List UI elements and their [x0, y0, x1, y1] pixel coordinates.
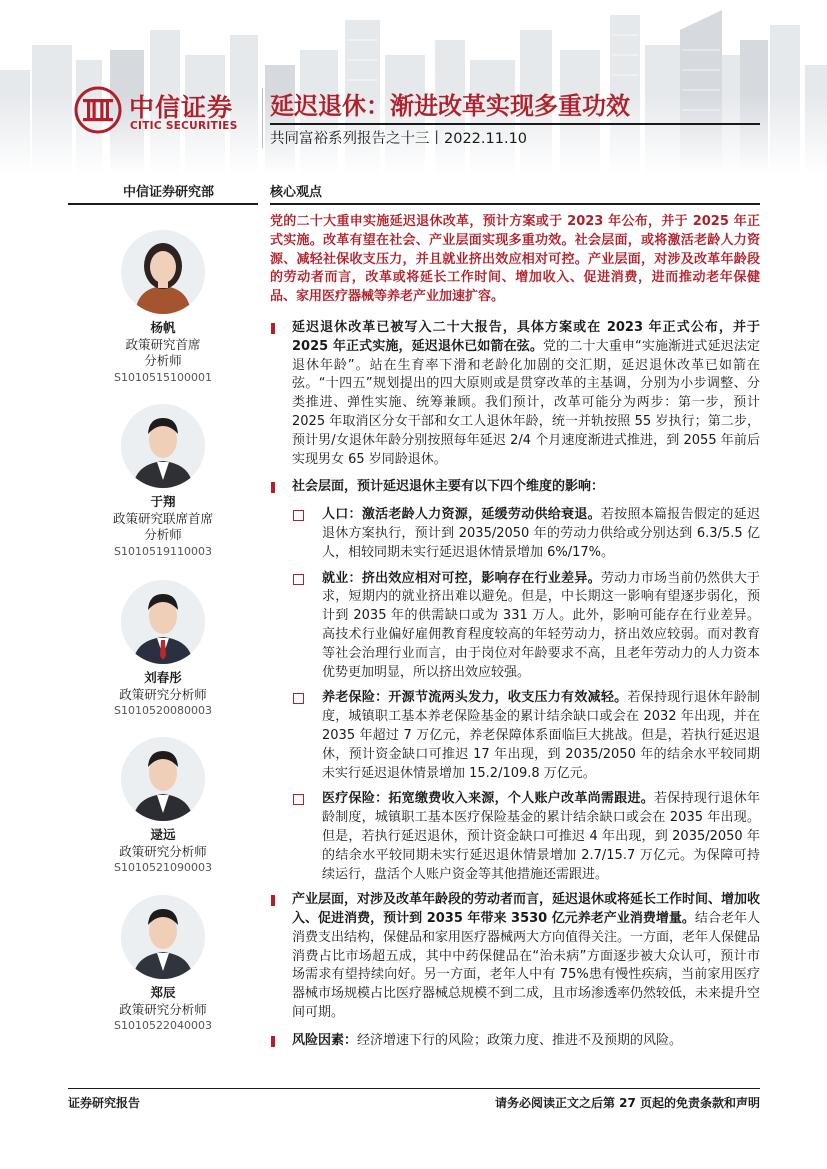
analyst-name: 于翔 — [150, 494, 176, 509]
avatar — [121, 230, 205, 314]
analyst-photo-icon — [121, 404, 205, 488]
sub-bullet-body: 若保持现行退休年龄制度，城镇职工基本医疗保险基金的累计结余缺口或会在 2035 年出现。但是，若执行延迟退休，预计资金缺口可推迟 4 年出现，到 2035/2050 年的结余水平较同期未实行延迟退休情景增加 2.7/15.7 万亿元。为保障可持续运行，盘活个人账户资金等其他措施还需跟进。 — [322, 791, 760, 882]
citic-securities-logo — [74, 86, 254, 136]
brand-name-cn: 中信证券 — [129, 93, 234, 122]
sidebar-header-rule — [68, 203, 258, 205]
bullet-heading: 风险因素： — [292, 1032, 358, 1048]
footer-disclaimer: 请务必阅读正文之后第 27 页起的免责条款和声明 — [494, 1096, 760, 1110]
analyst-card — [68, 404, 258, 560]
report-subtitle: 共同富裕系列报告之十三丨2022.11.10 — [270, 131, 528, 147]
sub-bullet-point — [270, 689, 760, 783]
sub-bullet-point — [270, 790, 760, 884]
main-header-rule — [270, 203, 760, 205]
bullet-point — [270, 891, 760, 1023]
bullet-point — [270, 319, 760, 469]
bullet-heading: 社会层面，预计延迟退休主要有以下四个维度的影响： — [292, 479, 605, 495]
analyst-license-id: S1010515100001 — [114, 370, 212, 384]
bullet-point — [270, 478, 760, 497]
analyst-license-id: S1010519110003 — [114, 544, 212, 558]
analyst-title: 政策研究分析师 — [119, 1001, 207, 1017]
summary-lead: 党的二十大重申实施延迟退休改革，预计方案或于 2023 年公布，并于 2025 年正式实施。改革有望在社会、产业层面实现多重功效。社会层面，或将激活老龄人力资源、减轻社保收支压力，并且就业挤出效应相对可控。产业层面，对涉及改革年龄段的劳动者而言，改革或将延长工作时间、增加收入、促进消费，进而推动老年保健品、家用医疗器械等养老产业加速扩容。 — [270, 214, 760, 305]
avatar — [121, 580, 205, 664]
analyst-title: 政策研究联席首席 — [112, 510, 213, 526]
bullet-body: 党的二十大重申“实施渐进式延迟法定退休年龄”。站在生育率下滑和老龄化加剧的交汇期，延迟退休改革已如箭在弦。“十四五”规划提出的四大原则或是贯穿改革的主基调，分别为小步调整、分类推进、弹性实施、统筹兼顾。我们预计，改革可能分为两步：第一步，预计 2025 年取消区分女干部和女工人退休年龄，统一并轨按照 55 岁执行；第二步，预计男/女退休年龄分别按照每年延迟 2/4 个月速度渐进式推进，到 2055 年前后实现男女 65 岁同龄退休。 — [292, 338, 760, 467]
analyst-card — [68, 580, 258, 720]
analyst-role: 分析师 — [144, 527, 182, 542]
brand-name-en: CITIC SECURITIES — [130, 120, 238, 132]
report-title: 延迟退休：渐进改革实现多重功效 — [270, 92, 630, 120]
sub-bullet-point — [270, 570, 760, 683]
bullet-heading: 产业层面，对涉及改革年龄段的劳动者而言，延迟退休或将延长工作时间、增加收入、促进消费，预计到 2035 年带来 3530 亿元养老产业消费增量。 — [292, 892, 761, 927]
analyst-title: 政策研究分析师 — [119, 686, 207, 702]
bullet-point — [270, 1032, 760, 1051]
citic-logo-icon — [74, 86, 122, 134]
logo-divider — [262, 88, 263, 148]
footer-rule — [68, 1088, 760, 1089]
bullet-body: 经济增速下行的风险；政策力度、推进不及预期的风险。 — [357, 1032, 683, 1048]
sub-bullet-body: 若按照本篇报告假定的延迟退休方案执行，预计到 2035/2050 年的劳动力供给或分别达到 6.3/5.5 亿人，相较同期未实行延迟退休情景增加 6%/17%。 — [322, 507, 760, 560]
analyst-card — [68, 737, 258, 877]
analyst-role: 分析师 — [144, 353, 182, 368]
footer-label: 证券研究报告 — [68, 1096, 141, 1110]
title-rule — [270, 123, 760, 125]
avatar — [121, 404, 205, 488]
sub-bullet-heading: 医疗保险：拓宽缴费收入来源，个人账户改革尚需跟进。 — [322, 791, 655, 807]
avatar — [121, 895, 205, 979]
core-view-content — [270, 213, 760, 1060]
sub-bullet-heading: 养老保险：开源节流两头发力，收支压力有效减轻。 — [322, 690, 628, 706]
avatar — [121, 737, 205, 821]
sub-bullet-heading: 就业：挤出效应相对可控，影响存在行业差异。 — [322, 570, 601, 586]
analyst-name: 杨帆 — [150, 320, 176, 335]
analyst-photo-icon — [121, 580, 205, 664]
analyst-name: 逯远 — [150, 827, 176, 842]
analyst-title: 政策研究分析师 — [119, 843, 207, 859]
bullet-heading: 延迟退休改革已被写入二十大报告，具体方案或在 2023 年正式公布，并于 2025 年正式实施，延迟退休已如箭在弦。 — [292, 319, 760, 354]
analyst-photo-icon — [121, 230, 205, 314]
analyst-card — [68, 230, 258, 386]
sub-bullet-body: 若保持现行退休年龄制度，城镇职工基本养老保险基金的累计结余缺口或会在 2032 年出现，并在 2035 年超过 7 万亿元，养老保障体系面临巨大挑战。但是，若执行延迟退休，预计资金缺口可推迟 17 年出现，到 2035/2050 年的结余水平较同期未实行延迟退休情景增加 15.2/109.8 万亿元。 — [322, 690, 760, 781]
sub-bullet-heading: 人口：激活老龄人力资源，延缓劳动供给衰退。 — [322, 507, 601, 523]
analyst-name: 郑辰 — [150, 985, 176, 1000]
sub-bullet-body: 劳动力市场当前仍然供大于求，短期内的就业挤出难以避免。但是，中长期这一影响有望逐步弱化，预计到 2035 年的供需缺口或为 331 万人。此外，影响可能存在行业差异。高技术行业偏好雇佣教育程度较高的年轻劳动力，挤出效应较弱。而对教育等社会治理行业而言，由于岗位对年龄要求不高，且老年劳动力的人力资本优势更加明显，所以挤出效应较强。 — [322, 570, 760, 680]
analyst-license-id: S1010522040003 — [114, 1019, 212, 1032]
analyst-title: 政策研究首席 — [125, 336, 201, 352]
analyst-photo-icon — [121, 895, 205, 979]
bullet-body: 结合老年人消费支出结构，保健品和家用医疗器械两大方向值得关注。一方面，老年人保健品消费占比市场超五成，其中中药保健品在“治未病”方面逐步被大众认可，预计市场需求有望持续向好。另一方面，老年人中有 75%患有慢性疾病，当前家用医疗器械市场规模占比医疗器械总规模不到二成，且市场渗透率仍然较低，未来提升空间可期。 — [292, 911, 761, 1021]
core-view-heading: 核心观点 — [270, 185, 323, 200]
analyst-photo-icon — [121, 737, 205, 821]
analyst-card — [68, 895, 258, 1035]
analyst-license-id: S1010520080003 — [114, 704, 212, 717]
sub-bullet-point — [270, 506, 760, 562]
analyst-name: 刘春彤 — [144, 670, 182, 685]
department-label: 中信证券研究部 — [123, 185, 215, 200]
analyst-license-id: S1010521090003 — [114, 861, 212, 874]
